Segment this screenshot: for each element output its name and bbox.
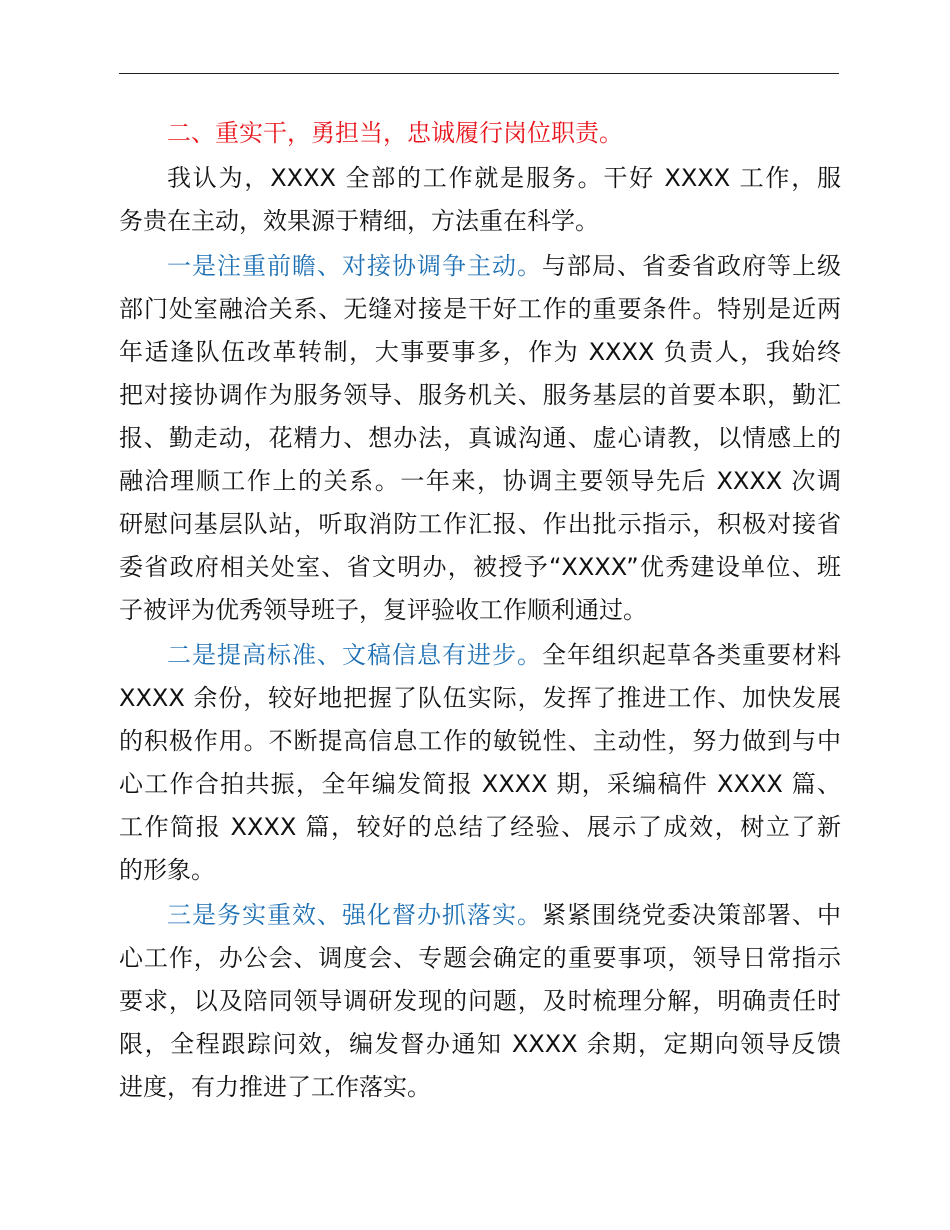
item-line: 年适逢队伍改革转制，大事要事多，作为 XXXX 负责人，我始终 [119, 338, 841, 366]
item-paragraph-2 [119, 634, 841, 892]
item-line: XXXX 余份，较好地把握了队伍实际，发挥了推进工作、加快发展 [119, 684, 841, 712]
item-first-line-text: 紧紧围绕党委决策部署、中 [542, 901, 841, 929]
item-first-line [119, 634, 841, 677]
item-first-line [119, 245, 841, 288]
item-line: 子被评为优秀领导班子，复评验收工作顺利通过。 [119, 596, 647, 624]
intro-line: 我认为，XXXX 全部的工作就是服务。干好 XXXX 工作，服 [167, 164, 841, 192]
item-line: 要求，以及陪同领导调研发现的问题，及时梳理分解，明确责任时 [119, 987, 841, 1015]
item-line: 限，全程跟踪问效，编发督办通知 XXXX 余期，定期向领导反馈 [119, 1030, 841, 1058]
intro-paragraph [119, 157, 841, 243]
item-line: 融洽理顺工作上的关系。一年来，协调主要领导先后 XXXX 次调 [119, 467, 841, 495]
header-rule [119, 73, 839, 74]
item-line: 部门处室融洽关系、无缝对接是干好工作的重要条件。特别是近两 [119, 295, 841, 323]
item-title: 一是注重前瞻、对接协调争主动。 [167, 252, 542, 280]
item-first-line-text: 与部局、省委省政府等上级 [542, 252, 841, 280]
item-first-line-text: 全年组织起草各类重要材料 [542, 641, 841, 669]
document-body [119, 112, 841, 1111]
item-line: 把对接协调作为服务领导、服务机关、服务基层的首要本职，勤汇 [119, 381, 841, 409]
section-heading: 二、重实干，勇担当，忠诚履行岗位职责。 [167, 119, 623, 147]
item-paragraph-3 [119, 894, 841, 1109]
item-line: 工作简报 XXXX 篇，较好的总结了经验、展示了成效，树立了新 [119, 813, 841, 841]
intro-line: 务贵在主动，效果源于精细，方法重在科学。 [119, 207, 599, 235]
item-line: 进度，有力推进了工作落实。 [119, 1073, 431, 1101]
item-line: 研慰问基层队站，听取消防工作汇报、作出批示指示，积极对接省 [119, 510, 841, 538]
item-line: 委省政府相关处室、省文明办，被授予“XXXX”优秀建设单位、班 [119, 553, 841, 581]
item-line: 的形象。 [119, 856, 215, 884]
item-line: 报、勤走动，花精力、想办法，真诚沟通、虚心请教，以情感上的 [119, 424, 841, 452]
item-line: 的积极作用。不断提高信息工作的敏锐性、主动性，努力做到与中 [119, 727, 841, 755]
item-line: 心工作合拍共振，全年编发简报 XXXX 期，采编稿件 XXXX 篇、 [119, 770, 841, 798]
item-line: 心工作，办公会、调度会、专题会确定的重要事项，领导日常指示 [119, 944, 841, 972]
item-title: 三是务实重效、强化督办抓落实。 [167, 901, 542, 929]
section-heading-block [119, 112, 841, 155]
item-paragraph-1 [119, 245, 841, 632]
item-title: 二是提高标准、文稿信息有进步。 [167, 641, 542, 669]
item-first-line [119, 894, 841, 937]
